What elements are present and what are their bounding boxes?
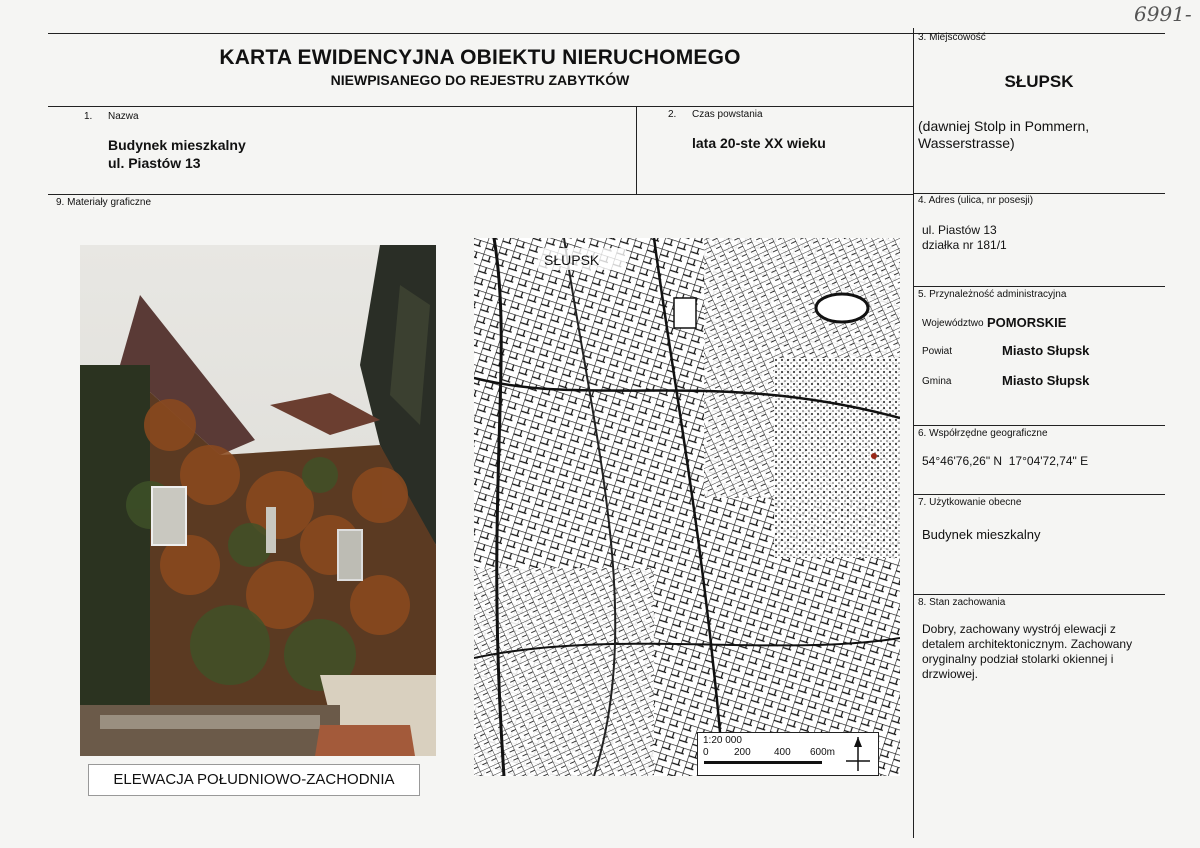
rule-under-admin [913,425,1165,426]
building-photo [80,245,436,756]
admin-value-commune: Miasto Słupsk [1002,373,1090,388]
condition-value: Dobry, zachowany wystrój elewacji z detalem architektonicznym. Zachowany oryginalny podział stolarki okiennej i drzwiowej. [922,622,1133,681]
address-line2: działka nr 181/1 [922,238,1007,252]
place-note: (dawniej Stolp in Pommern, Wasserstrasse) [918,118,1090,151]
coords-label: 6. Współrzędne geograficzne [918,428,1048,439]
rule-under-address [913,286,1165,287]
usage-value: Budynek mieszkalny [922,527,1041,542]
period-value: lata 20-ste XX wieku [692,135,826,151]
place-label: 3. Miejscowość [918,32,986,43]
top-rule [48,33,1165,34]
rule-under-usage [913,594,1165,595]
north-arrow-icon [844,735,872,773]
photo-caption: ELEWACJA POŁUDNIOWO-ZACHODNIA [88,764,420,796]
rule-under-name [48,194,913,195]
place-value: SŁUPSK [1004,72,1074,91]
address-label: 4. Adres (ulica, nr posesji) [918,195,1034,206]
admin-key-county: Powiat [922,346,953,357]
location-map [474,238,900,776]
period-label: Czas powstania [692,109,763,120]
name-period-divider [636,106,637,194]
map-scale-bar [704,761,822,764]
map-scale-tick-400: 400 [774,747,791,758]
rule-under-title [48,106,913,107]
map-city-label: SŁUPSK [544,252,600,268]
map-scale-tick-200: 200 [734,747,751,758]
coords-value: 54°46'76,26" N 17°04'72,74" E [922,454,1089,468]
period-label-number: 2. [668,109,677,120]
page-subtitle: NIEWPISANEGO DO REJESTRU ZABYTKÓW [330,72,630,88]
rule-under-place [913,193,1165,194]
admin-value-county: Miasto Słupsk [1002,343,1090,358]
rule-under-coords [913,494,1165,495]
map-scale-tick-600m: 600m [810,747,836,758]
map-scale-tick-0: 0 [703,747,709,758]
admin-key-commune: Gmina [922,376,952,387]
map-scale-box [697,732,879,776]
admin-label: 5. Przynależność administracyjna [918,289,1067,300]
right-column-divider [913,28,914,838]
usage-label: 7. Użytkowanie obecne [918,497,1022,508]
address-line1: ul. Piastów 13 [922,223,997,237]
name-label: Nazwa [108,111,139,122]
graphics-label: 9. Materiały graficzne [56,197,152,208]
handwritten-number: 6991- [1134,2,1192,26]
name-value-line1: Budynek mieszkalny [108,137,246,153]
page-title: KARTA EWIDENCYJNA OBIEKTU NIERUCHOMEGO [219,46,741,69]
map-scale-ratio: 1:20 000 [703,735,742,746]
name-value-line2: ul. Piastów 13 [108,155,201,171]
name-label-number: 1. [84,111,93,122]
admin-key-voivodeship: Województwo [922,318,984,329]
admin-value-voivodeship: POMORSKIE [987,315,1067,330]
condition-label: 8. Stan zachowania [918,597,1006,608]
